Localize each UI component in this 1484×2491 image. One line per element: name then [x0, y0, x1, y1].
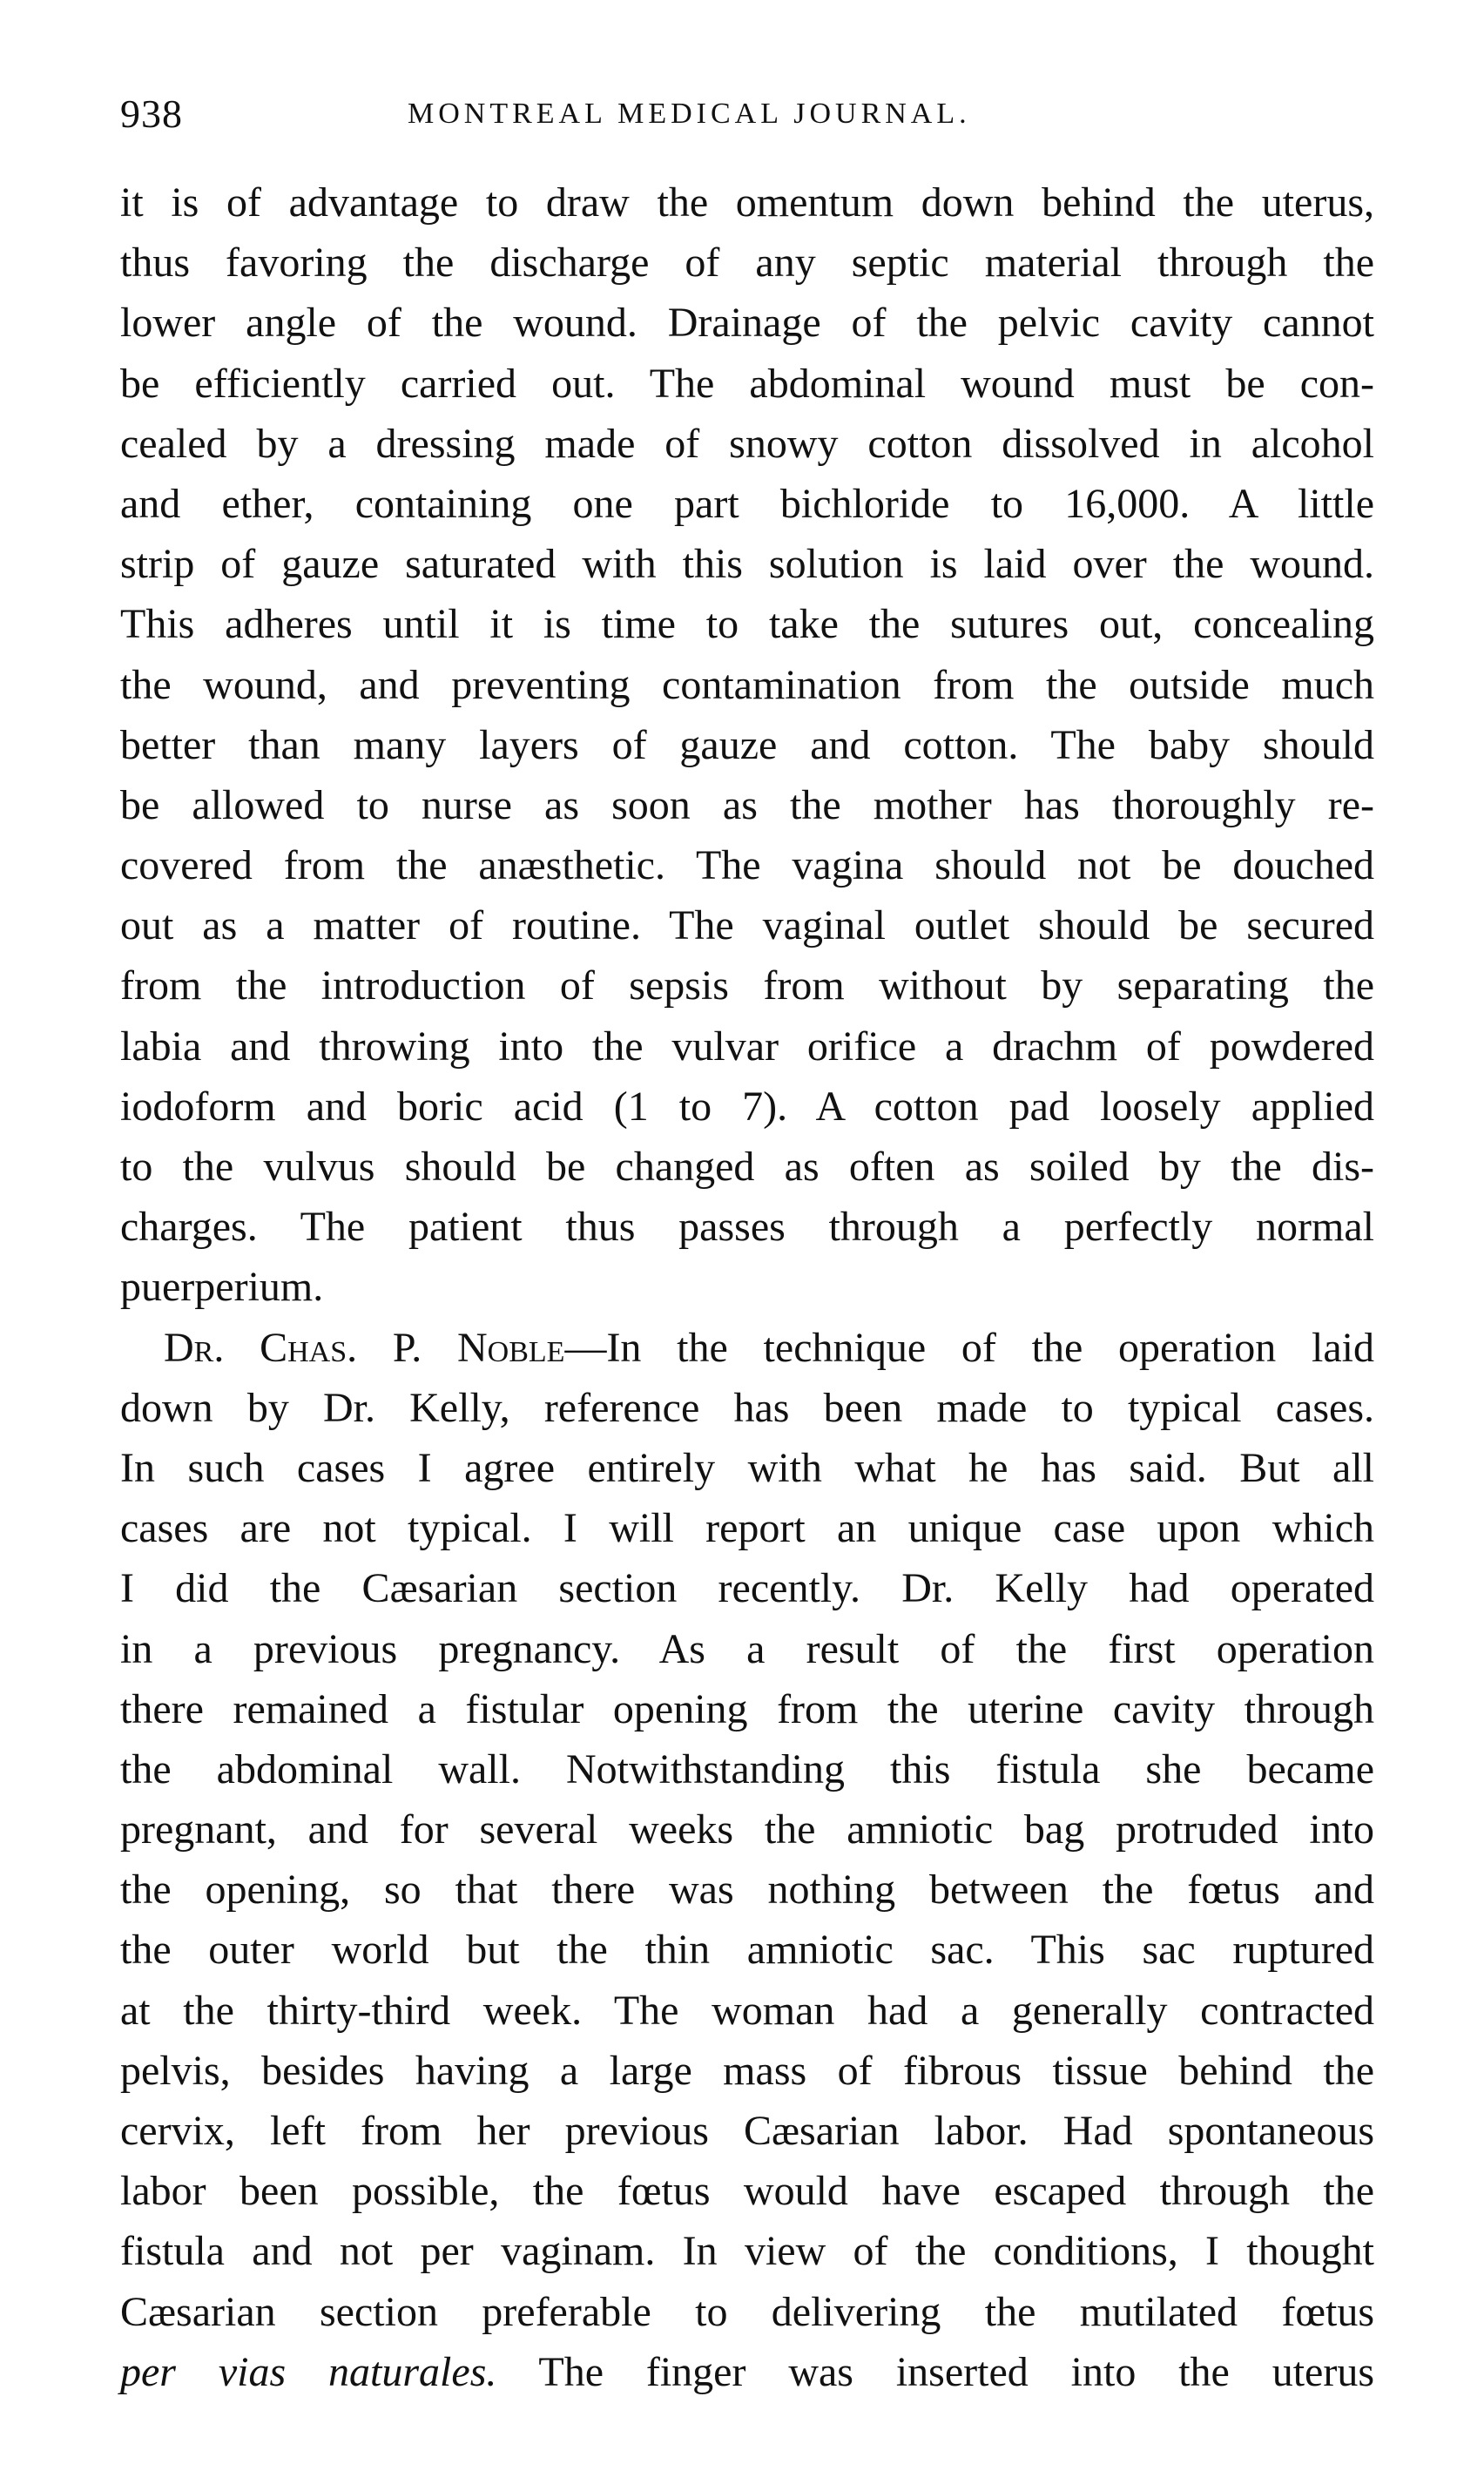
text-line: be allowed to nurse as soon as the mother has thoroughly re- [120, 781, 1374, 828]
text-fragment: —In the technique of the operation laid [564, 1324, 1375, 1371]
text-line-final [120, 2342, 1374, 2402]
text-line: cealed by a dressing made of snowy cotton dissolved in alcohol [120, 420, 1374, 467]
speaker-paragraph-first-line [120, 1318, 1374, 1378]
page-header [120, 91, 1374, 152]
text-line: down by Dr. Kelly, reference has been made to typical cases. [120, 1384, 1374, 1431]
text-line: better than many layers of gauze and cotton. The baby should [120, 721, 1374, 768]
text-line: the opening, so that there was nothing between the fœtus and [120, 1867, 1374, 1914]
text-line: labor been possible, the fœtus would have escaped through the [120, 2168, 1374, 2215]
text-line: pelvis, besides having a large mass of fibrous tissue behind the [120, 2047, 1374, 2094]
text-line: be efficiently carried out. The abdominal wound must be con- [120, 360, 1374, 407]
text-line: cases are not typical. I will report an unique case upon which [120, 1505, 1374, 1552]
text-line: I did the Cæsarian section recently. Dr. Kelly had operated [120, 1565, 1374, 1612]
text-line: at the thirty-third week. The woman had a generally contracted [120, 1987, 1374, 2034]
page-number: 938 [120, 91, 183, 136]
text-line: Cæsarian section preferable to delivering the mutilated fœtus [120, 2288, 1374, 2335]
text-fragment: The finger was inserted into the uterus [496, 2348, 1375, 2395]
text-line: from the introduction of sepsis from without by separating the [120, 962, 1374, 1009]
text-line: covered from the anæsthetic. The vagina should not be douched [120, 842, 1374, 889]
text-line: thus favoring the discharge of any septic material through the [120, 240, 1374, 287]
text-line: This adheres until it is time to take the sutures out, concealing [120, 601, 1374, 648]
text-line: puerperium. [120, 1264, 324, 1311]
text-line: pregnant, and for several weeks the amniotic bag protruded into [120, 1806, 1374, 1853]
speaker-name: Dr. Chas. P. Noble [164, 1324, 565, 1371]
text-line: the wound, and preventing contamination from the outside much [120, 661, 1374, 708]
text-line: lower angle of the wound. Drainage of the pelvic cavity cannot [120, 300, 1374, 347]
text-line: labia and throwing into the vulvar orifice a drachm of powdered [120, 1023, 1374, 1070]
running-title: MONTREAL MEDICAL JOURNAL. [408, 98, 971, 130]
text-line: charges. The patient thus passes through a perfectly normal [120, 1204, 1374, 1251]
text-line: fistula and not per vaginam. In view of the conditions, I thought [120, 2228, 1374, 2275]
text-line: out as a matter of routine. The vaginal outlet should be secured [120, 902, 1374, 949]
latin-phrase: per vias naturales. [120, 2348, 497, 2395]
text-line: iodoform and boric acid (1 to 7). A cotton pad loosely applied [120, 1083, 1374, 1130]
body-text [120, 172, 1374, 2402]
text-line: the outer world but the thin amniotic sac. This sac ruptured [120, 1927, 1374, 1974]
text-line: to the vulvus should be changed as often as soiled by the dis- [120, 1144, 1374, 1190]
text-line: there remained a fistular opening from the uterine cavity through [120, 1685, 1374, 1732]
text-line: the abdominal wall. Notwithstanding this fistula she became [120, 1745, 1374, 1792]
text-line: it is of advantage to draw the omentum down behind the uterus, [120, 179, 1374, 226]
text-line: and ether, containing one part bichloride to 16,000. A little [120, 480, 1374, 527]
text-line: strip of gauze saturated with this solution is laid over the wound. [120, 541, 1374, 588]
text-line: in a previous pregnancy. As a result of the first operation [120, 1625, 1374, 1672]
text-line: cervix, left from her previous Cæsarian labor. Had spontaneous [120, 2108, 1374, 2154]
text-line: In such cases I agree entirely with what he has said. But all [120, 1444, 1374, 1491]
